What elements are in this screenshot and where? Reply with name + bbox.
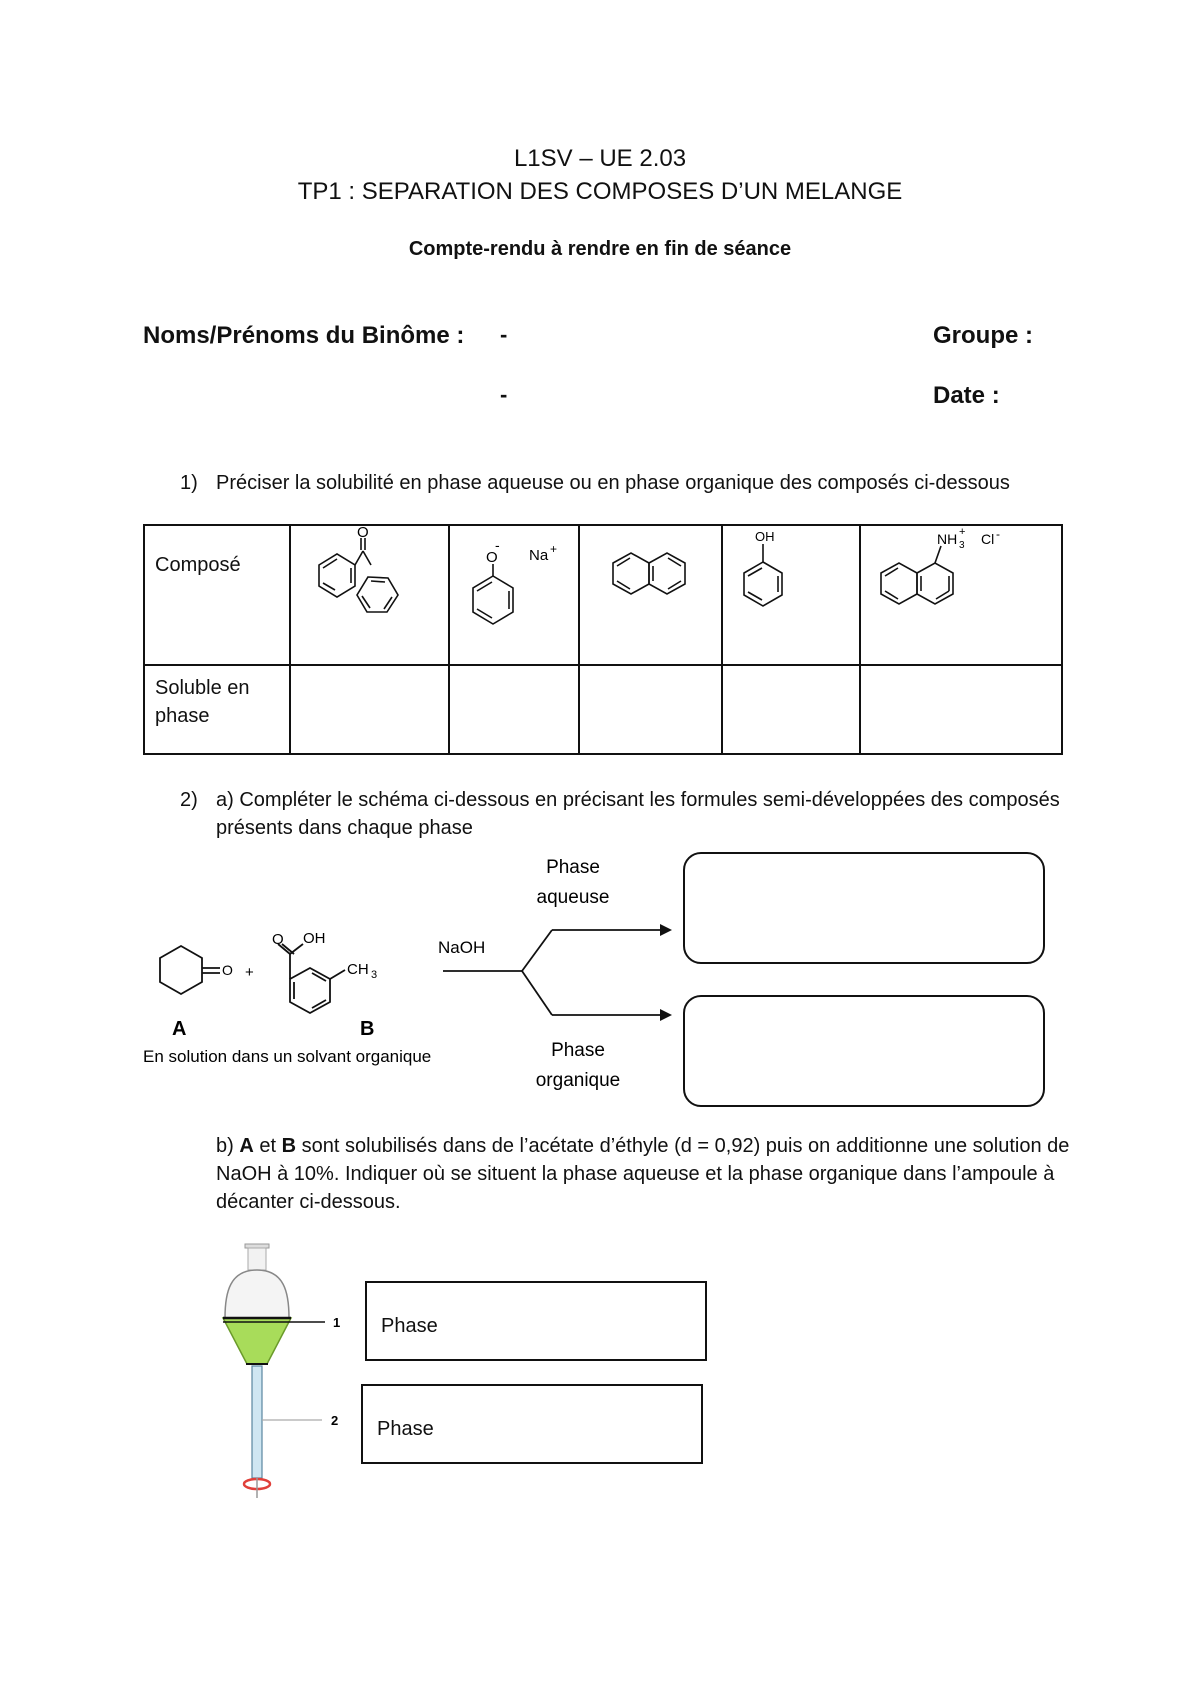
lower-phase-label: Phase — [377, 1418, 434, 1440]
extraction-scheme — [140, 850, 700, 1090]
ketone-o-label: O — [222, 962, 233, 978]
report-instruction: Compte-rendu à rendre en fin de séance — [408, 238, 792, 260]
chloride-label: Cl — [981, 531, 995, 547]
funnel-stem — [252, 1366, 262, 1478]
upper-phase-label: Phase — [381, 1315, 438, 1337]
answer-cell-naphthalene[interactable] — [579, 665, 722, 754]
sodium-phenolate-structure — [450, 526, 578, 658]
sodium-plus: + — [550, 542, 558, 556]
plus-sign: + — [245, 964, 254, 981]
funnel-label-2: 2 — [331, 1413, 339, 1428]
q2a-line1: a) Compléter le schéma ci-dessous en précisant les formules semi-développées des composés — [216, 789, 1060, 811]
q2b-rest: sont solubilisés dans de l’acétate d’éthyle (d = 0,92) puis on additionne une solution de — [301, 1135, 1070, 1157]
answer-cell-naphthylammonium[interactable] — [860, 665, 1062, 754]
upper-phase-box[interactable] — [365, 1281, 707, 1361]
funnel-liquid — [223, 1318, 291, 1364]
course-title: L1SV – UE 2.03 — [513, 145, 687, 172]
compound-row — [144, 525, 1062, 665]
q2a-line2: présents dans chaque phase — [216, 817, 473, 839]
compound-b-label: B — [360, 1018, 375, 1040]
acid-oh-label: OH — [303, 930, 326, 947]
date-label: Date : — [933, 382, 1000, 409]
answer-cell-fluorenone[interactable] — [290, 665, 449, 754]
naphthylammonium-structure — [861, 526, 1061, 658]
q1-number: 1) — [180, 472, 198, 494]
naphthalene-structure — [580, 526, 721, 658]
organic-phase-label-2: organique — [535, 1070, 621, 1090]
q2b-prefix: b) — [216, 1135, 234, 1157]
student-1-dash: - — [500, 322, 508, 347]
aqueous-phase-label-1: Phase — [546, 857, 600, 878]
ammonium-plus: + — [959, 526, 966, 538]
group-label: Groupe : — [933, 322, 1033, 349]
q2b-line3: décanter ci-dessous. — [216, 1191, 401, 1213]
q2b-et: et — [259, 1135, 277, 1157]
organic-answer-box[interactable] — [683, 995, 1045, 1107]
organic-phase-label-1: Phase — [551, 1040, 605, 1061]
practical-title: TP1 : SEPARATION DES COMPOSES D’UN MELANGE — [297, 178, 903, 205]
fluorenone-o-label: O — [357, 526, 369, 541]
q2b-a: A — [239, 1135, 254, 1157]
answer-cell-phenolate[interactable] — [449, 665, 579, 754]
compound-phenol — [722, 525, 860, 665]
q2b-b: B — [281, 1135, 297, 1157]
phenol-oh-label: OH — [755, 529, 775, 544]
phenolate-o-label: O — [486, 549, 498, 566]
aqueous-phase-label-2: aqueuse — [536, 887, 610, 908]
ammonium-nh-label: NH — [937, 531, 958, 547]
q1-text: Préciser la solubilité en phase aqueuse ou en phase organique des composés ci-dessous — [216, 472, 1010, 494]
student-2-dash: - — [500, 382, 508, 407]
separatory-funnel — [210, 1240, 360, 1505]
q2b-line1 — [216, 1132, 1069, 1160]
solution-caption: En solution dans un solvant organique — [143, 1047, 432, 1066]
compound-a-label: A — [172, 1018, 187, 1040]
compound-row-label: Composé — [144, 525, 290, 665]
lower-phase-box[interactable] — [361, 1384, 703, 1464]
sodium-label: Na — [529, 547, 549, 564]
compound-naphthylammonium — [860, 525, 1062, 665]
aqueous-answer-box[interactable] — [683, 852, 1045, 964]
names-label: Noms/Prénoms du Binôme : — [143, 322, 465, 349]
phenol-structure — [723, 526, 859, 658]
chloride-minus: - — [996, 527, 1000, 541]
acid-o-label: O — [272, 931, 284, 948]
compound-naphthalene — [579, 525, 722, 665]
cyclohexanone-ring — [160, 946, 202, 994]
compound-fluorenone — [290, 525, 449, 665]
toluic-acid-ring — [290, 968, 330, 1013]
naoh-reagent: NaOH — [438, 938, 486, 957]
solubility-row — [144, 665, 1062, 754]
ammonium-subscript: 3 — [959, 540, 965, 551]
methyl-subscript: 3 — [371, 969, 378, 981]
solubility-row-label: Soluble en phase — [144, 665, 290, 754]
answer-cell-phenol[interactable] — [722, 665, 860, 754]
q2b-line2: NaOH à 10%. Indiquer où se situent la phase aqueuse et la phase organique dans l’ampoule à — [216, 1163, 1055, 1185]
q2-number: 2) — [180, 789, 198, 811]
solubility-table — [143, 524, 1063, 755]
phenolate-minus: - — [495, 537, 500, 553]
fluorenone-structure — [291, 526, 448, 658]
funnel-label-1: 1 — [333, 1315, 341, 1330]
compound-phenolate — [449, 525, 579, 665]
methyl-label: CH — [347, 961, 369, 978]
